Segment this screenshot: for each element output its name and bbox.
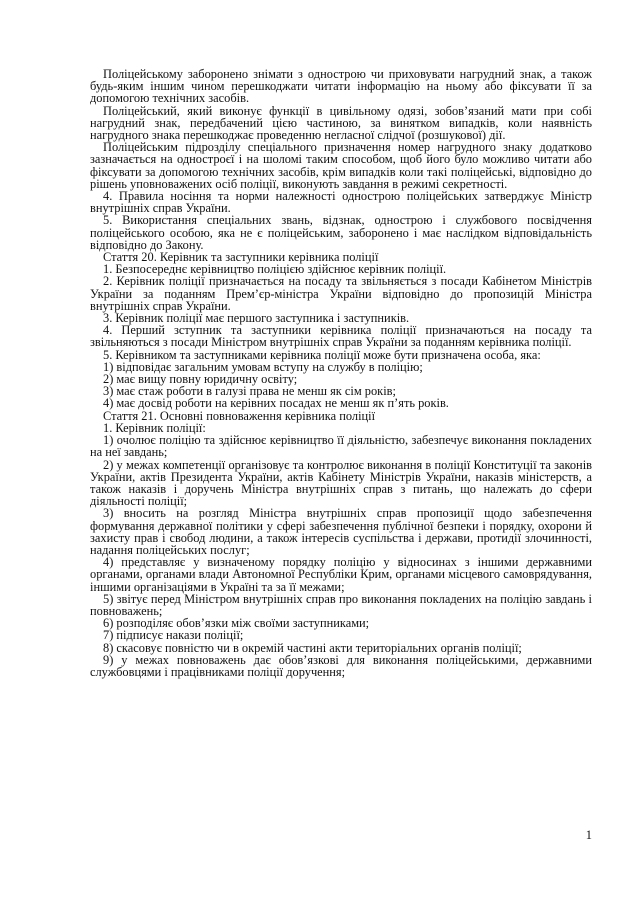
paragraph: 5. Використання спеціальних звань, відзнак, однострою і службового посвідчення поліцейського особою, яка не є поліцейським, заборонено і має наслідком відповідальність відповідно до Закону. [90,213,592,252]
paragraph: 1. Керівник поліції: [103,420,206,435]
paragraph: 1. Безпосереднє керівництво поліцією здійснює керівник поліції. [103,262,447,277]
list-item: 7) підписує накази поліції; [103,628,244,643]
paragraph: 4. Правила носіння та норми належності однострою поліцейських затверджує Міністр внутрішніх справ України. [90,189,592,216]
list-item: 2) у межах компетенції організовує та контролює виконання в поліції Конституції та законів України, актів Президента України, актів Кабінету Міністрів України, наказів міністерств, а також наказів і доручень Міністра внутрішніх справ з питань, що належать до сфери діяльності поліції; [90,457,592,509]
paragraph: Поліцейському заборонено знімати з однострою чи приховувати нагрудний знак, а також будь-яким іншим чином перешкоджати читати інформацію на ньому або фіксувати її за допомогою технічних засобів. [90,67,592,106]
article-heading-21: Стаття 21. Основні повноваження керівника поліції [103,408,376,423]
list-item: 5) звітує перед Міністром внутрішніх справ про виконання покладених на поліцію завдань і повноважень; [90,591,592,618]
list-item: 3) має стаж роботи в галузі права не менш як сім років; [103,384,396,399]
list-item: 8) скасовує повністю чи в окремій частині акти територіальних органів поліції; [103,640,522,655]
list-item: 6) розподіляє обов’язки між своїми заступниками; [103,616,370,631]
list-item: 1) очолює поліцію та здійснює керівництво її діяльністю, забезпечує виконання покладених на неї завдань; [90,433,592,460]
paragraph: 5. Керівником та заступниками керівника поліції може бути призначена особа, яка: [103,347,541,362]
paragraph: 3. Керівник поліції має першого заступника і заступників. [103,311,410,326]
list-item: 9) у межах повноважень дає обов’язкові для виконання поліцейськими, державними службовцями і працівниками поліції доручення; [90,652,592,679]
list-item: 1) відповідає загальним умовам вступу на службу в поліцію; [103,359,423,374]
list-item: 4) має досвід роботи на керівних посадах не менш як п’ять років. [103,396,449,411]
paragraph: Поліцейським підрозділу спеціального призначення номер нагрудного знаку додатково зазначається на одностроєї і на шоломі таким способом, щоб його було можливо читати або фіксувати за допомогою технічних засобів, крім випадків коли такі поліцейські, відповідно до рішень уповноважених осіб поліції, виконують завдання в режимі секретності. [90,140,592,191]
list-item: 2) має вищу повну юридичну освіту; [103,372,298,387]
document-body [90,68,592,678]
list-item: 3) вносить на розгляд Міністра внутрішніх справ пропозиції щодо забезпечення формування державної політики у сфері забезпечення публічної безпеки і порядку, охорони й захисту прав і свобод людини, а також інтересів суспільства і держави, протидії злочинності, надання поліцейських послуг; [90,506,592,557]
page-number: 1 [585,828,592,842]
list-item: 4) представляє у визначеному порядку поліцію у відносинах з іншими державними органами, органами влади Автономної Республіки Крим, органами місцевого самоврядування, іншими організаціями в Україні та за її межами; [90,555,592,594]
article-heading-20: Стаття 20. Керівник та заступники керівника поліції [103,250,379,265]
paragraph: 4. Перший зступник та заступники керівника поліції призначаються на посаду та звільняються з посади Міністром внутрішніх справ України за поданням керівника поліції. [90,323,592,350]
paragraph: 2. Керівник поліції призначається на посаду та звільняється з посади Кабінетом Міністрів України за поданням Прем’єр-міністра України відповідно до пропозицій Міністра внутрішніх справ України. [90,274,592,313]
paragraph: Поліцейський, який виконує функції в цивільному одязі, зобов’язаний мати при собі нагрудний знак, передбачений цією частиною, за винятком випадків, коли наявність нагрудного знака перешкоджає проведенню негласної слідчої (розшукової) дії. [90,103,592,143]
